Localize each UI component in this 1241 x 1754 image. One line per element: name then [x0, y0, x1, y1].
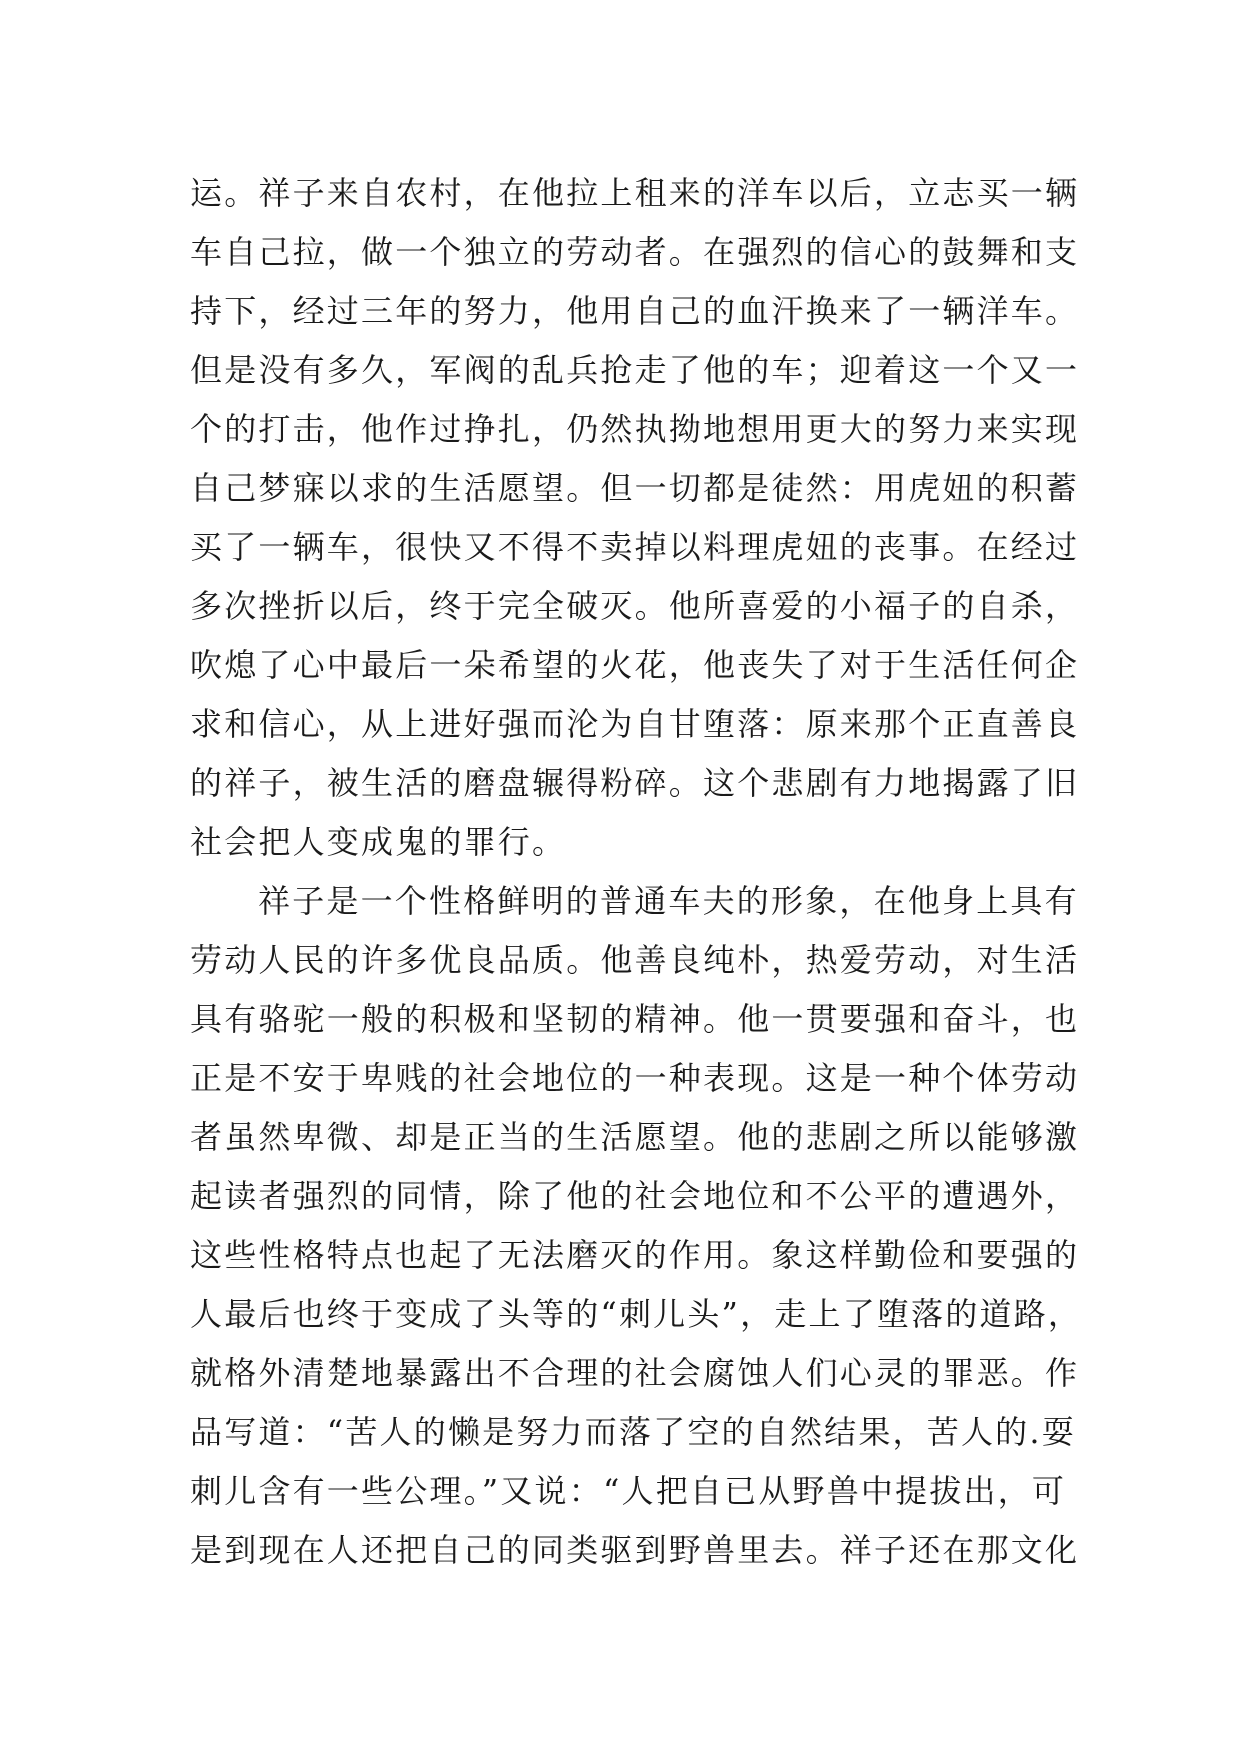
body-text — [190, 164, 1083, 1580]
text-line: 的祥子，被生活的磨盘辗得粉碎。这个悲剧有力地揭露了旧 — [190, 764, 1080, 802]
text-line: 品写道：“苦人的懒是努力而落了空的自然结果，苦人的.耍 — [190, 1413, 1076, 1451]
text-line: 祥子是一个性格鲜明的普通车夫的形象，在他身上具有 — [258, 882, 1079, 920]
paragraph-1 — [190, 164, 1080, 872]
text-line: 是到现在人还把自己的同类驱到野兽里去。祥子还在那文化 — [190, 1531, 1080, 1569]
text-line: 多次挫折以后，终于完全破灭。他所喜爱的小福子的自杀， — [190, 587, 1080, 625]
text-line: 求和信心，从上进好强而沦为自甘堕落：原来那个正直善良 — [190, 705, 1080, 743]
text-line: 劳动人民的许多优良品质。他善良纯朴，热爱劳动，对生活 — [190, 941, 1080, 979]
text-line: 吹熄了心中最后一朵希望的火花，他丧失了对于生活任何企 — [190, 646, 1080, 684]
text-line: 个的打击，他作过挣扎，仍然执拗地想用更大的努力来实现 — [190, 410, 1080, 448]
text-line: 具有骆驼一般的积极和坚韧的精神。他一贯要强和奋斗，也 — [190, 1000, 1080, 1038]
text-line: 者虽然卑微、却是正当的生活愿望。他的悲剧之所以能够激 — [190, 1118, 1080, 1156]
text-line: 就格外清楚地暴露出不合理的社会腐蚀人们心灵的罪恶。作 — [190, 1354, 1080, 1392]
text-line: 自己梦寐以求的生活愿望。但一切都是徒然：用虎妞的积蓄 — [190, 469, 1080, 507]
text-line: 起读者强烈的同情，除了他的社会地位和不公平的遭遇外， — [190, 1177, 1080, 1215]
text-line: 正是不安于卑贱的社会地位的一种表现。这是一种个体劳动 — [190, 1059, 1080, 1097]
text-line: 运。祥子来自农村，在他拉上租来的洋车以后，立志买一辆 — [190, 174, 1080, 212]
paragraph-2 — [190, 872, 1083, 1580]
text-line: 这些性格特点也起了无法磨灭的作用。象这样勤俭和要强的 — [190, 1236, 1080, 1274]
text-line: 刺儿含有一些公理。”又说：“人把自已从野兽中提拔出，可 — [190, 1472, 1067, 1510]
text-line: 人最后也终于变成了头等的“刺儿头”，走上了堕落的道路， — [190, 1295, 1083, 1333]
text-line: 买了一辆车，很快又不得不卖掉以料理虎妞的丧事。在经过 — [190, 528, 1080, 566]
text-line: 持下，经过三年的努力，他用自己的血汗换来了一辆洋车。 — [190, 292, 1080, 330]
text-line: 但是没有多久，军阀的乱兵抢走了他的车；迎着这一个又一 — [190, 351, 1080, 389]
text-line: 社会把人变成鬼的罪行。 — [190, 823, 567, 861]
text-line: 车自己拉，做一个独立的劳动者。在强烈的信心的鼓舞和支 — [190, 233, 1080, 271]
